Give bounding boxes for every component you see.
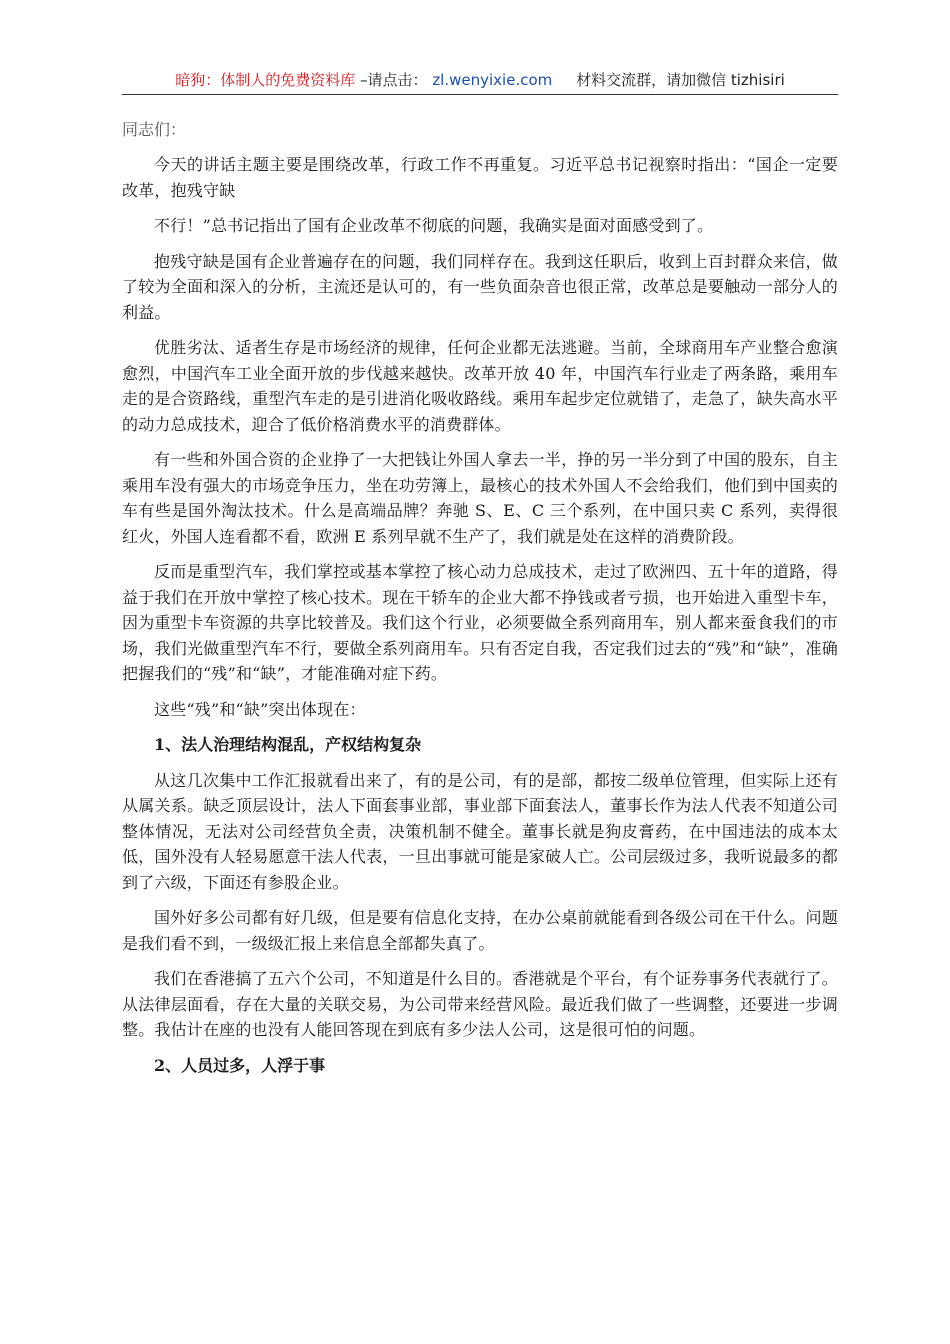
document-body: [122, 118, 838, 1088]
paragraph: 我们在香港搞了五六个公司，不知道是什么目的。香港就是个平台，有个证券事务代表就行了。从法律层面看，存在大量的关联交易，为公司带来经营风险。最近我们做了一些调整，还要进一步调整。我估计在座的也没有人能回答现在到底有多少法人公司，这是很可怕的问题。: [122, 969, 838, 1039]
header-prompt: –请点击：: [360, 71, 428, 89]
paragraph: 这些“残”和“缺”突出体现在：: [154, 699, 366, 719]
paragraph: 有一些和外国合资的企业挣了一大把钱让外国人拿去一半，挣的另一半分到了中国的股东，自主乘用车没有强大的市场竞争压力，坐在功劳簿上，最核心的技术外国人不会给我们，他们到中国卖的车有些是国外淘汰技术。什么是高端品牌？奔驰 S、E、C 三个系列，在中国只卖 C 系列，卖得很红火，外国人连看都不看，欧洲 E 系列早就不生产了，我们就是处在这样的消费阶段。: [122, 450, 838, 546]
paragraph: 国外好多公司都有好几级，但是要有信息化支持，在办公桌前就能看到各级公司在干什么。问题是我们看不到，一级级汇报上来信息全部都失真了。: [122, 908, 838, 953]
page-header: [122, 68, 838, 95]
paragraph: 反而是重型汽车，我们掌控或基本掌控了核心动力总成技术，走过了欧洲四、五十年的道路，得益于我们在开放中掌控了核心技术。现在干轿车的企业大都不挣钱或者亏损，也开始进入重型卡车，因为重型卡车资源的共享比较普及。我们这个行业，必须要做全系列商用车，别人都来蚕食我们的市场，我们光做重型汽车不行，要做全系列商用车。只有否定自我，否定我们过去的“残”和“缺”，准确把握我们的“残”和“缺”，才能准确对症下药。: [122, 562, 838, 683]
paragraph: 优胜劣汰、适者生存是市场经济的规律，任何企业都无法逃避。当前，全球商用车产业整合愈演愈烈，中国汽车工业全面开放的步伐越来越快。改革开放 40 年，中国汽车行业走了两条路，乘用车走的是合资路线，重型汽车走的是引进消化吸收路线。乘用车起步定位就错了，走急了，缺失高水平的动力总成技术，迎合了低价格消费水平的消费群体。: [122, 338, 838, 434]
paragraph: 不行！”总书记指出了国有企业改革不彻底的问题，我确实是面对面感受到了。: [154, 216, 714, 235]
paragraph: 今天的讲话主题主要是围绕改革，行政工作不再重复。习近平总书记视察时指出：“国企一定要改革，抱残守缺: [122, 155, 838, 200]
header-brand: 暗狗：体制人的免费资料库: [175, 71, 356, 89]
header-url-link[interactable]: zl.wenyixie.com: [432, 71, 553, 89]
section-heading: 2、人员过多，人浮于事: [154, 1055, 326, 1075]
header-contact: 材料交流群，请加微信 tizhisiri: [576, 71, 785, 89]
paragraph: 抱残守缺是国有企业普遍存在的问题，我们同样存在。我到这任职后，收到上百封群众来信，做了较为全面和深入的分析，主流还是认可的，有一些负面杂音也很正常，改革总是要触动一部分人的利益。: [122, 251, 838, 322]
paragraph: 从这几次集中工作汇报就看出来了，有的是公司，有的是部，都按二级单位管理，但实际上还有从属关系。缺乏顶层设计，法人下面套事业部，事业部下面套法人，董事长作为法人代表不知道公司整体情况，无法对公司经营负全责，决策机制不健全。董事长就是狗皮膏药，在中国违法的成本太低，国外没有人轻易愿意干法人代表，一旦出事就可能是家破人亡。公司层级过多，我听说最多的都到了六级，下面还有参股企业。: [122, 770, 838, 892]
section-heading: 1、法人治理结构混乱，产权结构复杂: [154, 735, 422, 754]
salutation: 同志们：: [122, 120, 187, 139]
